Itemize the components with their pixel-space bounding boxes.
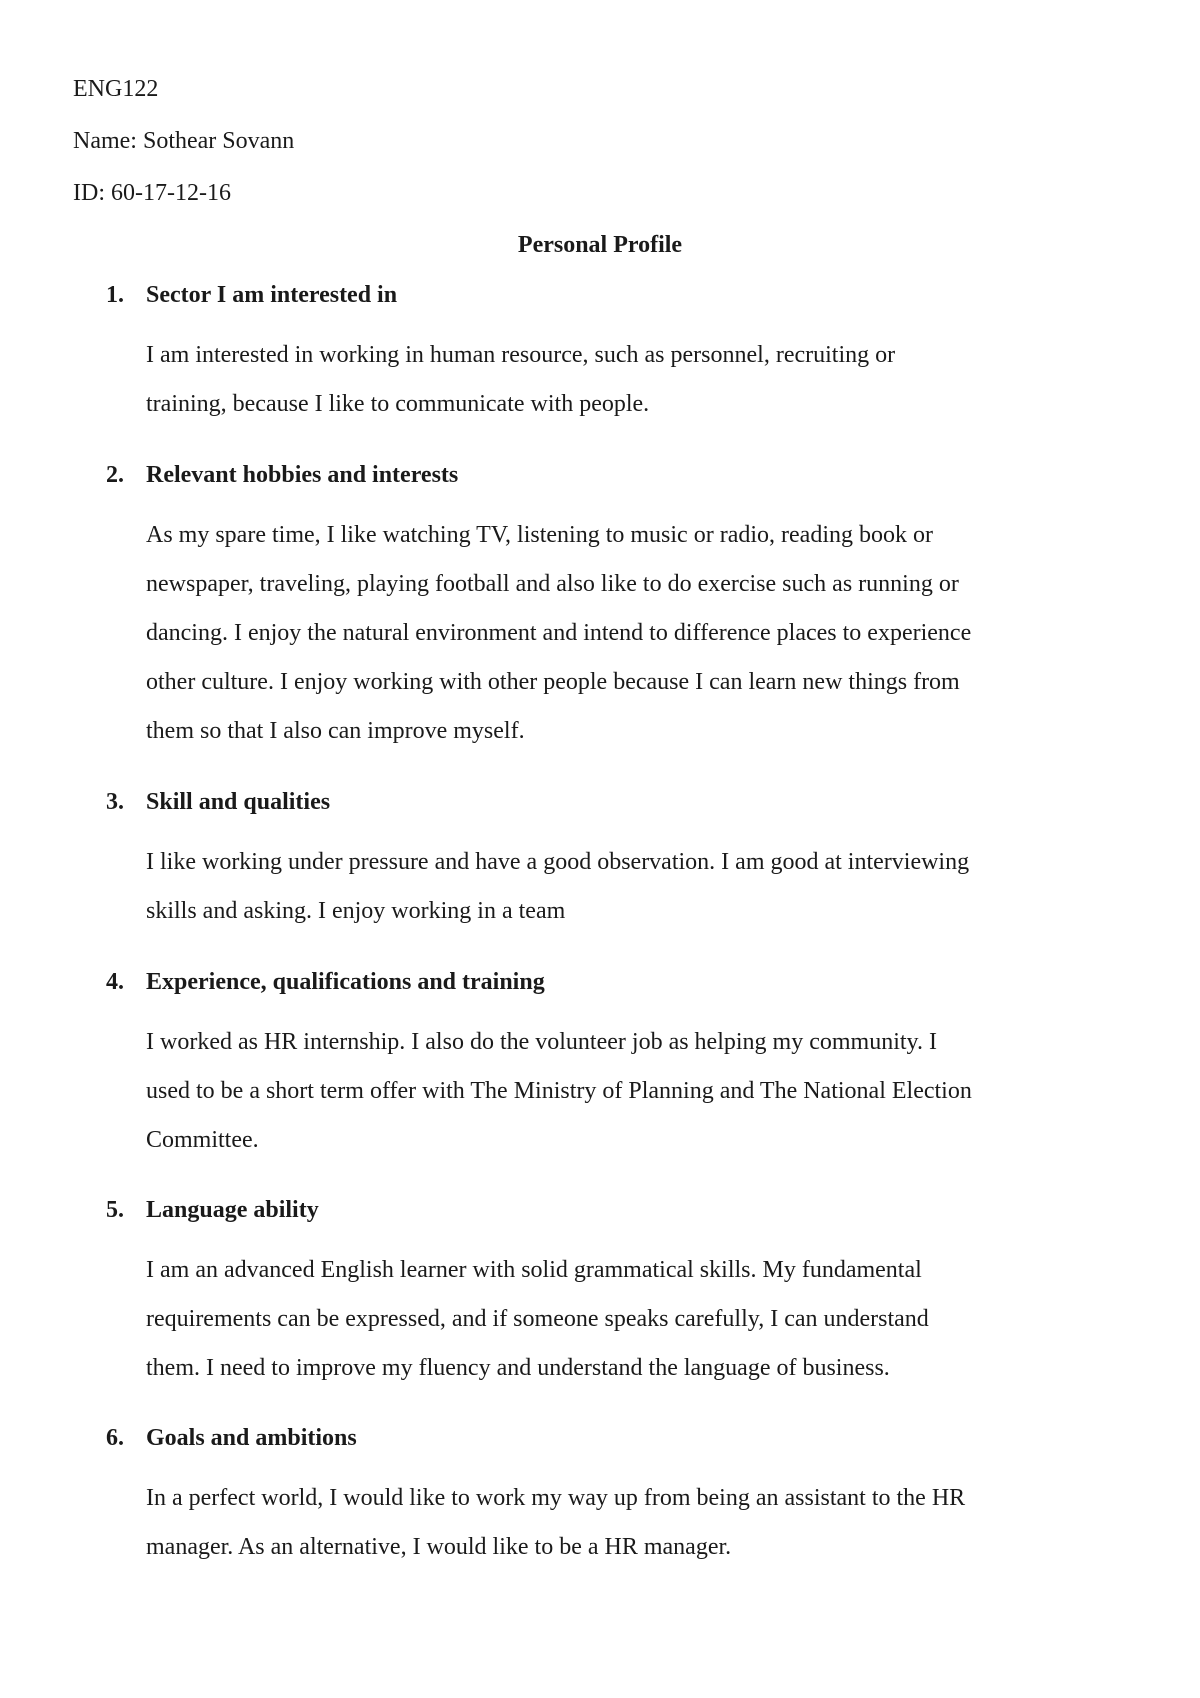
section-skills-qualities <box>0 787 1200 924</box>
student-id: ID: 60-17-12-16 <box>73 180 231 206</box>
body-line: manager. As an alternative, I would like to be a HR manager. <box>146 1534 732 1560</box>
section-body <box>146 331 1136 429</box>
body-line: skills and asking. I enjoy working in a team <box>146 898 566 924</box>
body-line: them. I need to improve my fluency and understand the language of business. <box>146 1355 890 1381</box>
body-line: I like working under pressure and have a good observation. I am good at interviewing <box>146 849 970 875</box>
section-number: 2. <box>106 462 124 488</box>
section-body <box>146 1018 1136 1165</box>
body-line: dancing. I enjoy the natural environment and intend to difference places to experience <box>146 620 972 646</box>
student-name: Name: Sothear Sovann <box>73 128 295 154</box>
section-title: Sector I am interested in <box>146 282 398 308</box>
section-sector-interest <box>0 280 1200 417</box>
body-line: requirements can be expressed, and if someone speaks carefully, I can understand <box>146 1306 929 1332</box>
body-line: used to be a short term offer with The Ministry of Planning and The National Election <box>146 1078 972 1104</box>
body-line: As my spare time, I like watching TV, listening to music or radio, reading book or <box>146 522 933 548</box>
section-body <box>146 1246 1136 1393</box>
section-number: 5. <box>106 1197 124 1223</box>
body-line: other culture. I enjoy working with other people because I can learn new things from <box>146 669 960 695</box>
section-heading <box>0 460 1200 490</box>
section-number: 3. <box>106 789 124 815</box>
section-body <box>146 511 1136 756</box>
section-number: 1. <box>106 282 124 308</box>
body-line: newspaper, traveling, playing football and also like to do exercise such as running or <box>146 571 959 597</box>
body-line: training, because I like to communicate with people. <box>146 391 650 417</box>
section-title: Experience, qualifications and training <box>146 969 545 995</box>
body-line: In a perfect world, I would like to work my way up from being an assistant to the HR <box>146 1485 966 1511</box>
document-title: Personal Profile <box>517 232 683 258</box>
section-heading <box>0 280 1200 310</box>
section-heading <box>0 1195 1200 1225</box>
section-title: Skill and qualities <box>146 789 331 815</box>
section-language-ability <box>0 1195 1200 1381</box>
section-goals-ambitions <box>0 1423 1200 1560</box>
body-line: I am an advanced English learner with solid grammatical skills. My fundamental <box>146 1257 922 1283</box>
section-hobbies-interests <box>0 460 1200 744</box>
body-line: them so that I also can improve myself. <box>146 718 525 744</box>
section-title: Language ability <box>146 1197 319 1223</box>
section-number: 4. <box>106 969 124 995</box>
section-body <box>146 1474 1136 1572</box>
body-line: I worked as HR internship. I also do the volunteer job as helping my community. I <box>146 1029 937 1055</box>
course-code: ENG122 <box>73 76 159 102</box>
section-heading <box>0 787 1200 817</box>
section-title: Goals and ambitions <box>146 1425 357 1451</box>
body-line: I am interested in working in human resource, such as personnel, recruiting or <box>146 342 896 368</box>
section-heading <box>0 1423 1200 1453</box>
section-number: 6. <box>106 1425 124 1451</box>
section-heading <box>0 967 1200 997</box>
section-experience-training <box>0 967 1200 1153</box>
body-line: Committee. <box>146 1127 259 1153</box>
section-body <box>146 838 1136 936</box>
section-title: Relevant hobbies and interests <box>146 462 459 488</box>
